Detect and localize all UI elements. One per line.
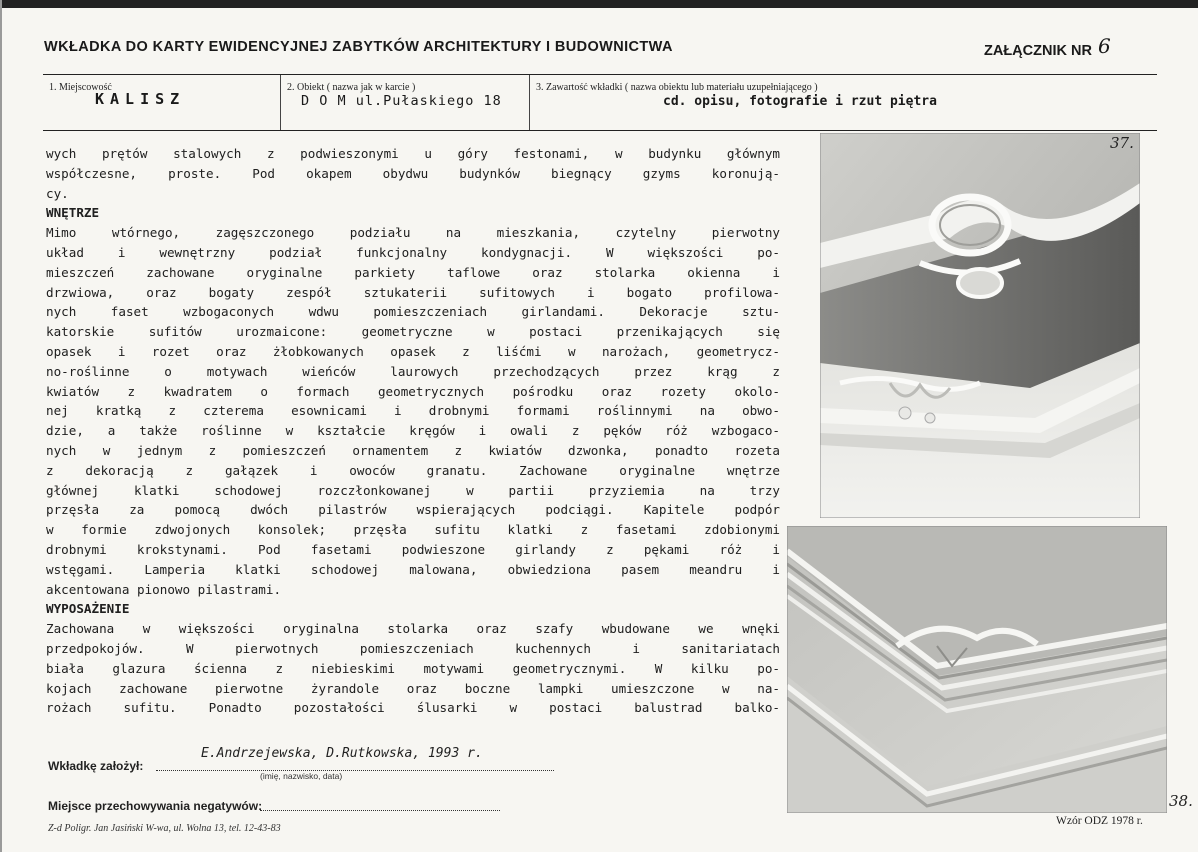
text-line: kojach zachowane pierwotne żyrandole oraz boczne lampki umieszczone w na- [46,680,780,696]
annex-label [984,36,1111,60]
text-line: cy. [46,185,69,201]
annex-number: 6 [1097,34,1111,58]
text-line: drzwiowa, oraz bogaty zespół sztukaterii sufitowych i bogato profilowa- [46,284,780,300]
text-line: nych faset wzbogaconych wdwu pomieszczeniach girlandami. Dekoracje sztu- [46,304,780,320]
field-object-value: D O M ul.Pułaskiego 18 [301,93,502,109]
author-subcaption: (imię, nazwisko, data) [260,771,343,781]
field-contents [530,75,1157,130]
form-fields-row [43,74,1157,131]
text-line: wstęgami. Lamperia klatki schodowej malowana, obwiedziona pasem meandru i [46,561,780,577]
text-line: katorskie sufitów urozmaicone: geometryczne w postaci przenikających się [46,324,780,340]
field-locality [43,75,281,130]
form-title: WKŁADKA DO KARTY EWIDENCYJNEJ ZABYTKÓW ARCHITEKTURY I BUDOWNICTWA [44,39,673,55]
text-line: biała glazura ścienna z niebieskimi motywami geometrycznymi. W kilku po- [46,660,780,676]
photo-ceiling-wreath [820,133,1140,518]
text-line: wych prętów stalowych z podwieszonymi u góry festonami, w budynku głównym [46,146,780,161]
annex-label-text: ZAŁĄCZNIK NR [984,43,1092,59]
text-line: układ i wewnętrzny podział funkcjonalny kondygnacji. W większości po- [46,244,780,260]
text-line: dzie, a także roślinne w kształcie kręgów i owali z pęków róż wzbogaco- [46,423,780,439]
section-heading-interior: WNĘTRZE [46,205,100,221]
text-line: Mimo wtórnego, zagęszczonego podziału na mieszkania, czytelny pierwotny [46,225,780,241]
text-line: akcentowana pionowo pilastrami. [46,581,282,597]
section-heading-furnishings: WYPOSAŻENIE [46,601,130,617]
photo1-number: 37. [1110,134,1134,152]
negatives-dotted-line [260,800,500,811]
printer-note: Z-d Poligr. Jan Jasiński W-wa, ul. Wolna 13, tel. 12-43-83 [48,823,281,834]
scan-left-edge [0,0,2,852]
photo-ceiling-cornice-image [787,526,1167,813]
field-locality-value: KALISZ [95,90,186,108]
photo2-number: 38. [1169,792,1193,810]
author-dotted-line [156,760,554,771]
field-locality-label: 1. Miejscowość [49,82,112,93]
text-line: z dekoracją z gałązek i owoców granatu. Zachowane oryginalne wnętrze [46,462,780,478]
text-line: w formie zdwojonych konsolek; przęsła sufitu klatki z fasetami zdobionymi [46,522,780,538]
text-line: rożach sufitu. Ponadto pozostałości ślusarki w postaci balustrad balko- [46,700,780,716]
field-contents-label: 3. Zawartość wkładki ( nazwa obiektu lub materiału uzupełniającego ) [536,82,818,93]
text-line: kwiatów z kwadratem o formach geometrycznych pośrodku oraz rozety okolo- [46,383,780,399]
text-line: przęsła za pomocą dwóch pilastrów wspierających podciągi. Kapitele podpór [46,502,780,518]
text-line: współczesne, proste. Pod okapem obydwu budynków biegnący gzyms koronują- [46,165,780,181]
author-label: Wkładkę założył: [48,759,144,773]
scan-top-edge [0,0,1198,8]
field-object [281,75,530,130]
text-line: opasek i rozet oraz żłobkowanych opasek z liśćmi w narożach, geometrycz- [46,343,780,359]
field-contents-value: cd. opisu, fotografie i rzut piętra [663,94,937,109]
text-line: nych w jednym z pomieszczeń ornamentem z kwiatów dzwonka, ponadto rozeta [46,442,780,458]
description-text [46,144,780,718]
text-line: głównej klatki schodowej rozczłonkowanej w partii przyziemia na trzy [46,482,780,498]
text-line: mieszczeń zachowane oryginalne parkiety taflowe oraz stolarka okienna i [46,264,780,280]
photo-ceiling-cornice [787,526,1167,813]
text-line: no-roślinne o motywach wieńców laurowych przechodzących przez krąg z [46,363,780,379]
photo-ceiling-wreath-image [820,133,1140,518]
text-line: Zachowana w większości oryginalna stolarka oraz szafy wbudowane we wnęki [46,621,780,637]
text-line: przedpokojów. W pierwotnych pomieszczeniach kuchennych i sanitariatach [46,640,780,656]
negatives-location-label: Miejsce przechowywania negatywów: [48,799,263,813]
text-line: drobnymi krokstynami. Pod fasetami podwieszone girlandy z pękami róż i [46,541,780,557]
form-model: Wzór ODZ 1978 r. [1056,815,1143,827]
field-object-label: 2. Obiekt ( nazwa jak w karcie ) [287,82,416,93]
author-value: E.Andrzejewska, D.Rutkowska, 1993 r. [201,746,483,761]
text-line: nej kratką z czterema esownicami i drobnymi formami roślinnymi na obwo- [46,403,780,419]
